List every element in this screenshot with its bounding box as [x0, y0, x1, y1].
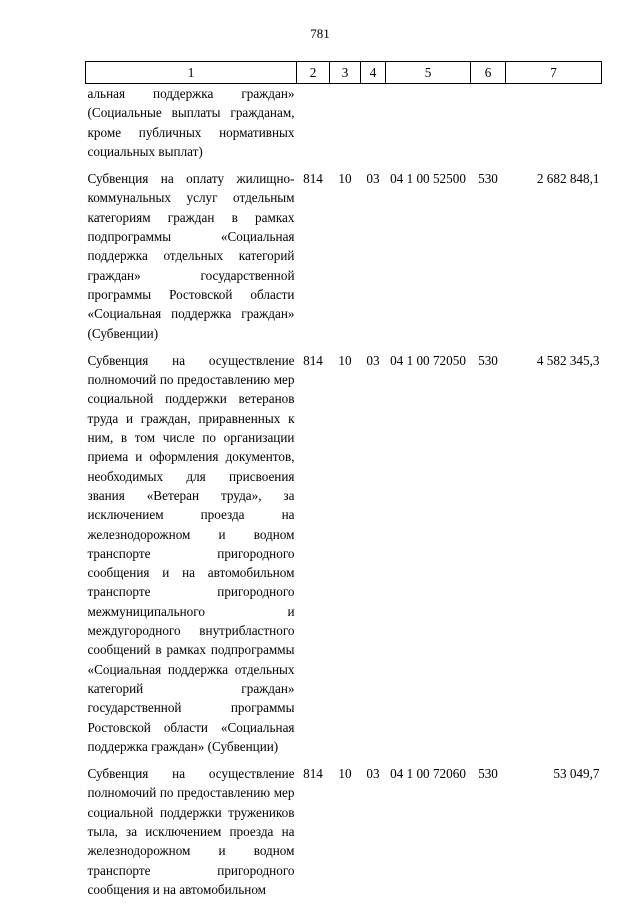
- table-row: [86, 167, 602, 349]
- cell-ministry: 814: [303, 171, 323, 187]
- cell-amount: [506, 84, 602, 168]
- table-row: [86, 84, 602, 168]
- table-header-row: [86, 62, 602, 84]
- cell-ministry: 814: [303, 352, 323, 368]
- table-row: [86, 762, 602, 905]
- column-header-4: 4: [361, 62, 386, 84]
- cell-subsection: 03: [366, 171, 380, 187]
- cell-expense-type: 530: [478, 171, 498, 187]
- cell-expense-type: 530: [478, 352, 498, 368]
- cell-target-article: 04 1 00 72060: [390, 766, 466, 782]
- column-header-6: 6: [471, 62, 506, 84]
- cell-amount: 2 682 848,1: [536, 171, 600, 187]
- cell-expense-type: [471, 84, 506, 168]
- cell-section: 10: [338, 171, 352, 187]
- description-line: альная поддержка граждан»: [87, 86, 295, 101]
- cell-target-article: [386, 84, 471, 168]
- row-description: Субвенция на осуществление полномочий по предоставлению мер социальной поддержки ветеранов труда и граждан, приравненных к ним, в том числе по организации приема и оформления документов, необходимых для присвоения звания «Ветеран труда», за исключением проезда на железнодорожном и водном транспорте пригородного сообщения и на автомобильном транспорте пригородного межмуниципального и междугородного внутрибластного сообщений в рамках подпрограммы «Социальная поддержка отдельных категорий граждан» государственной программы Ростовской области «Социальная поддержка граждан» (Субвенции): [87, 352, 295, 754]
- table-row: [86, 349, 602, 762]
- cell-section: [330, 84, 361, 168]
- cell-section: 10: [338, 352, 352, 368]
- cell-ministry: [297, 84, 330, 168]
- cell-target-article: 04 1 00 72050: [390, 352, 466, 368]
- column-header-2: 2: [297, 62, 330, 84]
- row-description: Субвенция на оплату жилищно-коммунальных услуг отдельным категориям граждан в рамках подпрограммы «Социальная поддержка отдельных категорий граждан» государственной программы Ростовской области «Социальная поддержка граждан» (Субвенции): [87, 171, 295, 341]
- column-header-7: 7: [506, 62, 602, 84]
- description-text: (Социальные выплаты гражданам, кроме публичных нормативных социальных выплат): [87, 105, 295, 159]
- cell-subsection: 03: [366, 766, 380, 782]
- column-header-1: 1: [86, 62, 297, 84]
- cell-amount: 4 582 345,3: [536, 352, 600, 368]
- budget-table: [85, 61, 602, 905]
- cell-subsection: [361, 84, 386, 168]
- row-description: Субвенция на осуществление полномочий по предоставлению мер социальной поддержки тружеников тыла, за исключением проезда на железнодорожном и водном транспорте пригородного сообщения и на автомобильном: [87, 766, 295, 897]
- page-number: 781: [310, 26, 330, 41]
- row-description: [86, 84, 297, 168]
- cell-ministry: 814: [303, 766, 323, 782]
- cell-amount: 53 049,7: [553, 766, 600, 782]
- column-header-3: 3: [330, 62, 361, 84]
- cell-target-article: 04 1 00 52500: [390, 171, 466, 187]
- column-header-5: 5: [386, 62, 471, 84]
- cell-section: 10: [338, 766, 352, 782]
- cell-subsection: 03: [366, 352, 380, 368]
- cell-expense-type: 530: [478, 766, 498, 782]
